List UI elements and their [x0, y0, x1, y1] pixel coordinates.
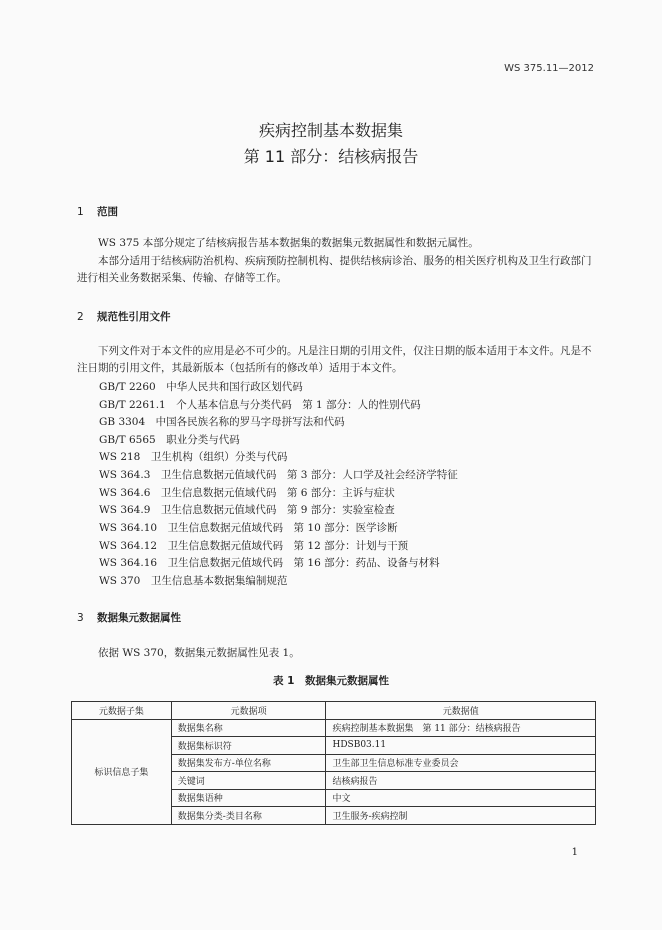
section-heading-references	[77, 309, 171, 324]
table-cell-item: 数据集分类-类目名称	[171, 807, 326, 825]
metadata-table	[71, 701, 596, 825]
reference-item: GB/T 6565 职业分类与代码	[99, 434, 240, 446]
reference-item: WS 364.12 卫生信息数据元值域代码 第 12 部分：计划与干预	[99, 540, 409, 552]
reference-item: GB/T 2260 中华人民共和国行政区划代码	[99, 381, 303, 393]
section-number: 1	[77, 206, 84, 218]
table-cell-item: 数据集发布方-单位名称	[171, 754, 326, 772]
section-title: 范围	[97, 206, 118, 218]
table-cell-value: 卫生服务-疾病控制	[326, 807, 596, 825]
table-cell-value: 结核病报告	[326, 772, 596, 790]
section-number: 3	[77, 612, 84, 624]
table-cell-item: 数据集语种	[171, 789, 326, 807]
metadata-intro: 依据 WS 370，数据集元数据属性见表 1。	[98, 647, 300, 659]
table-cell-value: 中文	[326, 789, 596, 807]
references-intro: 下列文件对于本文件的应用是必不可少的。凡是注日期的引用文件，仅注日期的版本适用于本文件。凡是不注日期的引用文件，其最新版本（包括所有的修改单）适用于本文件。	[77, 345, 592, 374]
reference-item: WS 370 卫生信息基本数据集编制规范	[99, 575, 288, 587]
table-cell-value: 卫生部卫生信息标准专业委员会	[326, 754, 596, 772]
page-number: 1	[571, 847, 578, 858]
table-cell-item: 数据集标识符	[171, 737, 326, 755]
section-title: 数据集元数据属性	[97, 612, 181, 624]
table-caption: 表 1 数据集元数据属性	[273, 675, 389, 687]
reference-item: WS 364.16 卫生信息数据元值域代码 第 16 部分：药品、设备与材料	[99, 557, 440, 569]
document-title: 疾病控制基本数据集	[258, 121, 403, 140]
scope-paragraph-1: WS 375 本部分规定了结核病报告基本数据集的数据集元数据属性和数据元属性。	[98, 237, 479, 249]
reference-item: WS 218 卫生机构（组织）分类与代码	[99, 451, 288, 463]
reference-item: GB 3304 中国各民族名称的罗马字母拼写法和代码	[99, 416, 345, 428]
section-title: 规范性引用文件	[97, 311, 171, 323]
reference-item: WS 364.9 卫生信息数据元值域代码 第 9 部分：实验室检查	[99, 504, 395, 516]
section-number: 2	[77, 311, 84, 323]
reference-item: WS 364.10 卫生信息数据元值域代码 第 10 部分：医学诊断	[99, 522, 398, 534]
table-header-cell: 元数据子集	[72, 702, 172, 720]
table-cell-item: 关键词	[171, 772, 326, 790]
table-header-cell: 元数据值	[326, 702, 596, 720]
table-cell-item: 数据集名称	[171, 719, 326, 737]
table-group-cell: 标识信息子集	[72, 719, 172, 824]
reference-item: GB/T 2261.1 个人基本信息与分类代码 第 1 部分：人的性别代码	[99, 399, 421, 411]
table-header-cell: 元数据项	[171, 702, 326, 720]
table-cell-value: HDSB03.11	[326, 737, 596, 755]
reference-item: WS 364.3 卫生信息数据元值域代码 第 3 部分：人口学及社会经济学特征	[99, 469, 458, 481]
section-heading-scope	[77, 204, 118, 219]
reference-item: WS 364.6 卫生信息数据元值域代码 第 6 部分：主诉与症状	[99, 487, 395, 499]
standard-code: WS 375.11—2012	[504, 63, 594, 74]
scope-paragraph-2: 本部分适用于结核病防治机构、疾病预防控制机构、提供结核病诊治、服务的相关医疗机构及卫生行政部门进行相关业务数据采集、传输、存储等工作。	[77, 255, 592, 284]
table-header-row	[72, 702, 596, 720]
document-subtitle: 第 11 部分：结核病报告	[243, 147, 419, 166]
section-heading-metadata	[77, 610, 181, 625]
table-cell-value: 疾病控制基本数据集 第 11 部分：结核病报告	[326, 719, 596, 737]
table-row	[72, 719, 596, 737]
